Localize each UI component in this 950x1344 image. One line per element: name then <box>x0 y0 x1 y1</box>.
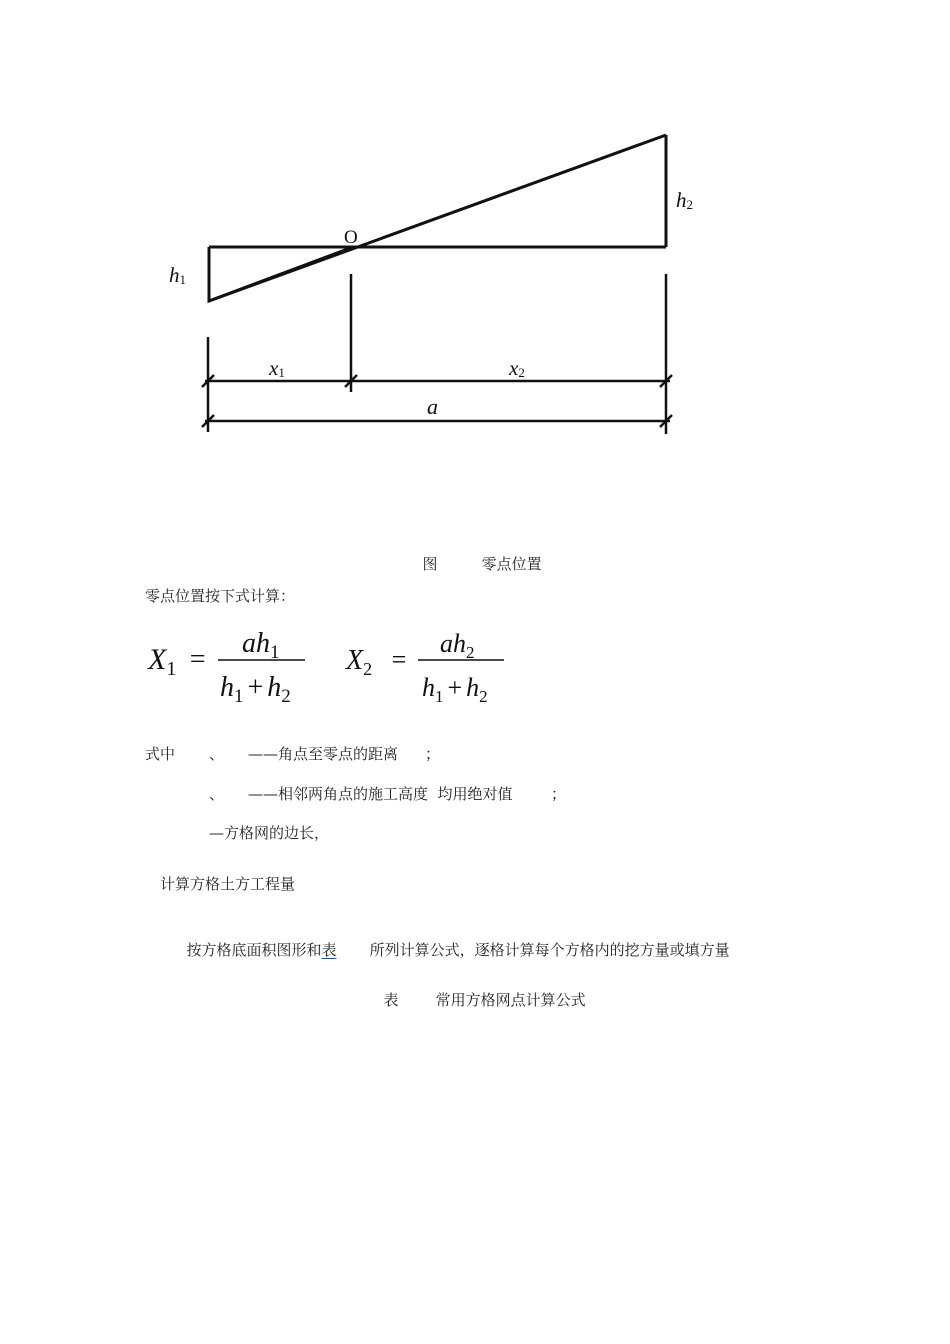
label-x2: x2 <box>509 356 525 380</box>
label-o: O <box>344 227 358 248</box>
table-reference-link[interactable]: 表 <box>321 941 337 959</box>
where-desc-3: —方格网的边长， <box>209 824 330 842</box>
svg-text:ah1: $ah_1$ <box>242 628 280 663</box>
paragraph-text-after: 所列计算公式，逐格计算每个方格内的挖方量或填方量 <box>369 941 730 959</box>
table-title: 常用方格网点计算公式 <box>435 991 586 1009</box>
paragraph-text-before: 按方格底面积图形和 <box>186 941 322 959</box>
where-prefix: 式中 <box>145 745 176 763</box>
svg-text:=: = <box>188 644 207 675</box>
figure-label: 图 <box>422 555 438 573</box>
svg-text:=: = <box>390 645 408 674</box>
formula-x1 <box>147 628 305 707</box>
zero-point-diagram <box>0 0 950 470</box>
where-desc-1: ——角点至零点的距离 <box>248 745 399 763</box>
slope-line <box>209 135 666 301</box>
figure-title: 零点位置 <box>481 555 542 573</box>
where-separator-1: 、 <box>209 745 225 763</box>
where-separator-2: 、 <box>209 785 225 803</box>
intro-text: 零点位置按下式计算： <box>145 587 296 605</box>
label-a: a <box>427 394 438 419</box>
table-label: 表 <box>383 991 399 1009</box>
section-heading: 计算方格土方工程量 <box>160 875 296 893</box>
body-paragraph <box>177 921 730 960</box>
formula-block <box>140 620 520 712</box>
svg-text:h1+h2: $h_1 + h_2$ <box>422 673 488 706</box>
figure-caption <box>413 535 542 574</box>
where-end-2: ； <box>551 785 567 803</box>
svg-text:h1+h2: $h_1 + h_2$ <box>220 672 291 707</box>
table-caption <box>374 971 586 1010</box>
label-h2: h2 <box>676 188 693 212</box>
svg-text:X2: $X_2$ <box>346 645 373 679</box>
formula-x2 <box>345 629 504 706</box>
label-h1: h1 <box>169 263 186 287</box>
label-x1: x1 <box>269 356 285 380</box>
svg-text:ah2: $ah_2$ <box>440 629 475 662</box>
where-end-1: ； <box>425 745 441 763</box>
where-desc-2: ——相邻两角点的施工高度 均用绝对值 <box>248 785 513 803</box>
svg-text:X1: $X_1$ <box>148 643 177 680</box>
